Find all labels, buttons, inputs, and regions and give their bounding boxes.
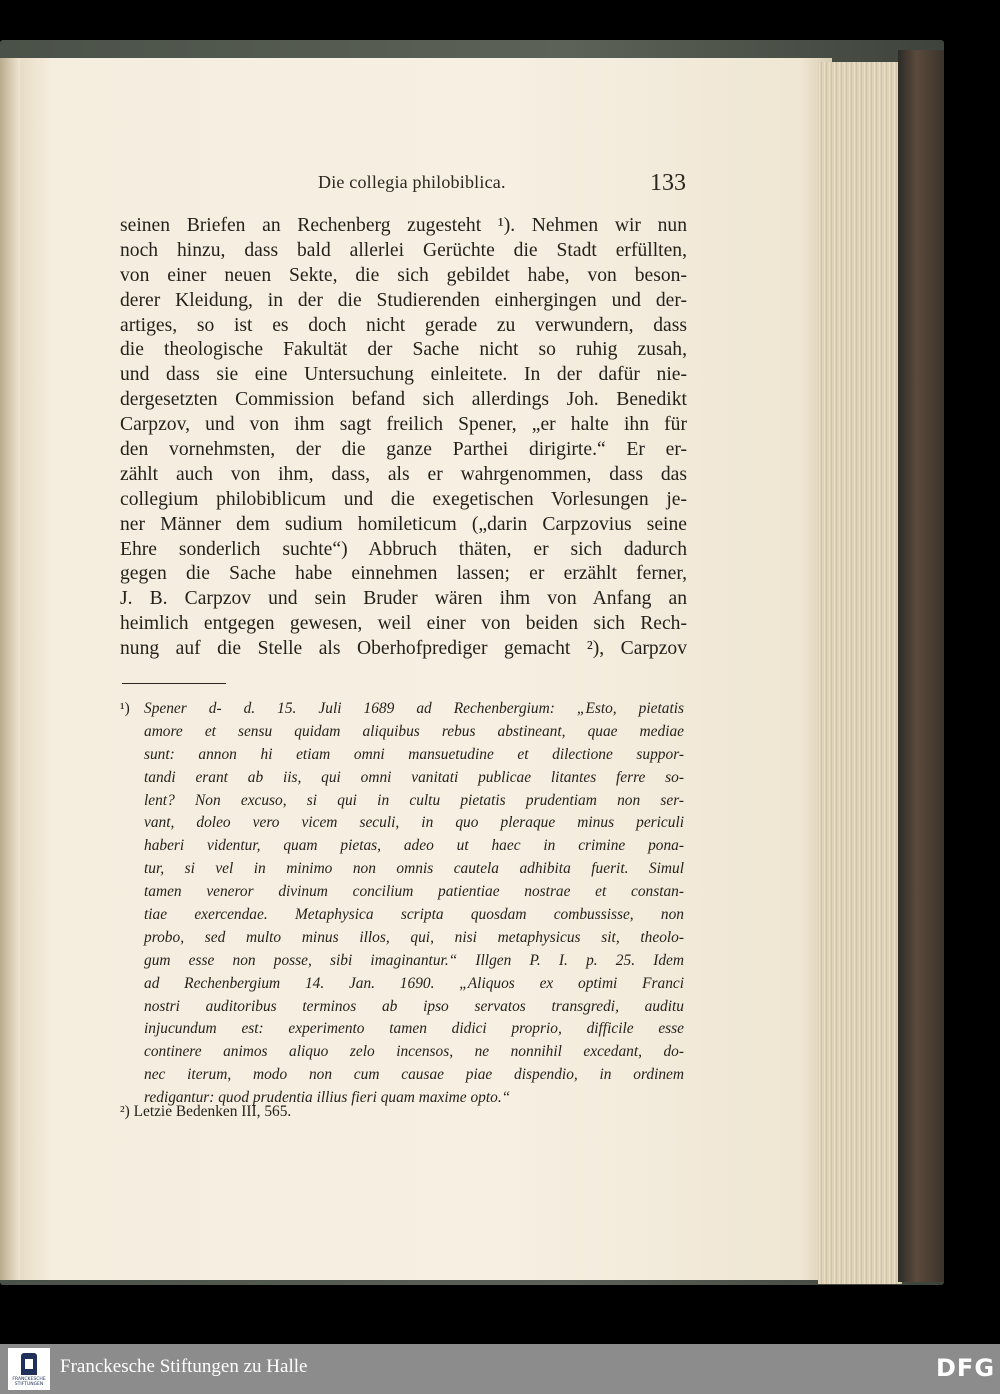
body-line: seinen Briefen an Rechenberg zugesteht ¹). Nehmen wir nun: [120, 215, 687, 236]
body-line: J. B. Carpzov und sein Bruder wären ihm von Anfang an: [120, 588, 687, 610]
footnote-1-line: nec iterum, modo non cum causae piae dispendio, in ordinem: [144, 1066, 684, 1084]
page-number: 133: [650, 170, 686, 196]
body-line: derer Kleidung, in der die Studierenden einhergingen und der-: [120, 289, 687, 311]
body-line: heimlich entgegen gewesen, weil einer von beiden sich Rech-: [120, 613, 687, 635]
logo-text: FRANCKESCHE STIFTUNGEN: [12, 1377, 46, 1387]
body-line: dergesetzten Commission befand sich allerdings Joh. Benedikt: [120, 389, 687, 411]
body-line: und dass sie eine Untersuchung einleitete. In der dafür nie-: [120, 364, 687, 386]
previous-page-edge: [0, 58, 20, 1280]
footnote-1-line: tamen veneror divinum concilium patientiae nostrae et constan-: [144, 883, 684, 901]
body-line: den vornehmsten, der die ganze Parthei dirigirte.“ Er er-: [120, 439, 687, 461]
body-line: zählt auch von ihm, dass, als er wahrgenommen, dass das: [120, 463, 687, 485]
page-edges: [818, 62, 902, 1284]
book-spine: [898, 50, 944, 1282]
body-line: artiges, so ist es doch nicht gerade zu verwundern, dass: [120, 314, 687, 336]
footnote-1-line: redigantur: quod prudentia illius fieri quam maxime opto.“: [144, 1089, 511, 1107]
dfg-logo[interactable]: DFG: [936, 1354, 996, 1382]
footnote-1-line: continere animos aliquo zelo incensos, ne nonnihil excedant, do-: [144, 1043, 684, 1061]
footnote-rule: [122, 683, 226, 684]
footnote-1-line: amore et sensu quidam aliquibus rebus abstineant, quae mediae: [144, 722, 684, 740]
footer-title: Franckesche Stiftungen zu Halle: [60, 1356, 308, 1377]
running-head: Die collegia philobiblica.: [318, 172, 506, 192]
francke-logo[interactable]: [8, 1348, 50, 1390]
body-line: ner Männer dem sudium homileticum („darin Carpzovius seine: [120, 513, 687, 535]
footnote-1-line: haberi videntur, quam pietas, adeo ut haec in crimine pona-: [144, 837, 684, 855]
footnote-1-line: tiae exercendae. Metaphysica scripta quosdam combussisse, non: [144, 906, 684, 924]
body-text: [120, 214, 687, 662]
footnote-1-line: nostri auditoribus terminos ab ipso servatos transgredi, auditu: [144, 997, 684, 1015]
footnote-1: [120, 698, 684, 1110]
building-icon: [21, 1353, 37, 1375]
body-line: Ehre sonderlich suchte“) Abbruch thäten, er sich dadurch: [120, 538, 687, 560]
footnote-1-line: tur, si vel in minimo non omnis cautela adhibita fuerit. Simul: [144, 860, 684, 878]
body-line: collegium philobiblicum und die exegetischen Vorlesungen je-: [120, 488, 687, 510]
footnote-1-line: tandi erant ab iis, qui omni vanitati publicae litantes ferre so-: [144, 768, 684, 786]
footnote-1-line: sunt: annon hi etiam omni mansuetudine et dilectione suppor-: [144, 745, 684, 763]
footnote-1-line: Spener d- d. 15. Juli 1689 ad Rechenbergium: „Esto, pietatis: [144, 700, 684, 717]
footnote-1-line: probo, sed multo minus illos, qui, nisi metaphysicus sit, theolo-: [144, 928, 684, 946]
body-line: die theologische Fakultät der Sache nicht so ruhig zusah,: [120, 339, 687, 361]
footnote-2: ²) Letzie Bedenken III, 565.: [120, 1103, 292, 1120]
body-line: noch hinzu, dass bald allerlei Gerüchte die Stadt erfüllten,: [120, 239, 687, 261]
body-line: gegen die Sache habe einnehmen lassen; er erzählt ferner,: [120, 563, 687, 585]
body-line: nung auf die Stelle als Oberhofprediger gemacht ²), Carpzov: [120, 638, 687, 660]
body-line: von einer neuen Sekte, die sich gebildet habe, von beson-: [120, 264, 687, 286]
footnote-1-line: lent? Non excuso, si qui in cultu pietatis prudentiam non ser-: [144, 791, 684, 809]
footnote-1-line: gum esse non posse, sibi imaginantur.“ Illgen P. I. p. 25. Idem: [144, 951, 684, 969]
body-line: Carpzov, und von ihm sagt freilich Spener, „er halte ihn für: [120, 414, 687, 436]
footer-bar: [0, 1344, 1000, 1394]
footnote-1-mark: ¹): [120, 700, 130, 717]
footnote-1-line: injucundum est: experimento tamen didici proprio, difficile esse: [144, 1020, 684, 1038]
footnote-1-line: ad Rechenbergium 14. Jan. 1690. „Aliquos ex optimi Franci: [144, 974, 684, 992]
footnote-1-line: vant, doleo vero vicem seculi, in quo pleraque minus periculi: [144, 814, 684, 832]
